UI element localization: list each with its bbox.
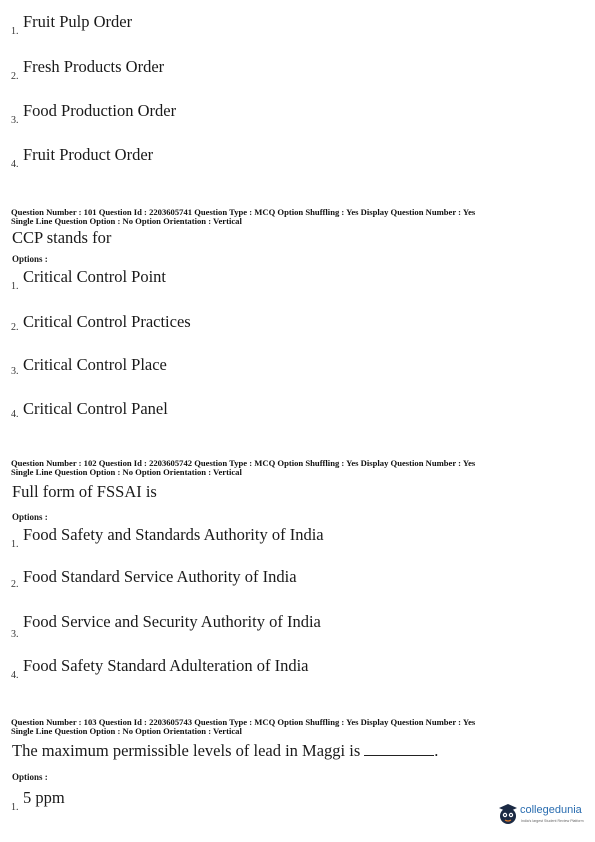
question-meta-line-1: Question Number : 103 Question Id : 2203605743 Question Type : MCQ Option Shuffling : Yes Display Question Number : Yes — [11, 717, 476, 727]
question-meta-line-2: Single Line Question Option : No Option Orientation : Vertical — [11, 726, 242, 736]
option-number: 1. — [11, 26, 19, 37]
answer-blank — [364, 741, 434, 756]
question-text-body: The maximum permissible levels of lead in Maggi is — [12, 741, 361, 760]
option-text: Critical Control Practices — [23, 312, 191, 331]
collegedunia-logo — [497, 801, 589, 833]
option-text: Food Production Order — [23, 101, 177, 120]
question-meta-line-1: Question Number : 101 Question Id : 2203605741 Question Type : MCQ Option Shuffling : Yes Display Question Number : Yes — [11, 207, 476, 217]
graduation-cap-icon — [497, 803, 519, 825]
option-text: Food Safety and Standards Authority of India — [23, 525, 324, 544]
question-text: CCP stands for — [12, 228, 112, 247]
option-number: 2. — [11, 71, 19, 82]
option-number: 1. — [11, 281, 19, 292]
question-text: Full form of FSSAI is — [12, 482, 157, 501]
q102-option-4[interactable] — [0, 656, 595, 686]
prev-option-2[interactable] — [0, 57, 595, 87]
question-meta — [11, 208, 586, 226]
q102-option-2[interactable] — [0, 567, 595, 597]
q101-option-3[interactable] — [0, 355, 595, 385]
option-number: 4. — [11, 159, 19, 170]
option-number: 3. — [11, 629, 19, 640]
question-meta-line-1: Question Number : 102 Question Id : 2203605742 Question Type : MCQ Option Shuffling : Yes Display Question Number : Yes — [11, 458, 476, 468]
q102-option-3[interactable] — [0, 612, 595, 642]
brand-tagline: India's largest Student Review Platform — [521, 819, 584, 823]
q102-option-1[interactable] — [0, 525, 595, 555]
option-number: 1. — [11, 802, 19, 813]
option-number: 2. — [11, 579, 19, 590]
question-meta-line-2: Single Line Question Option : No Option Orientation : Vertical — [11, 216, 242, 226]
q101-option-2[interactable] — [0, 312, 595, 342]
option-number: 4. — [11, 670, 19, 681]
options-label: Options : — [12, 254, 48, 264]
brand-name: collegedunia — [520, 804, 582, 816]
option-text: Food Safety Standard Adulteration of India — [23, 656, 309, 675]
q101-option-1[interactable] — [0, 267, 595, 297]
question-meta — [11, 718, 586, 736]
option-text: 5 ppm — [23, 788, 65, 807]
question-meta — [11, 459, 586, 477]
prev-option-3[interactable] — [0, 101, 595, 131]
option-text: Critical Control Point — [23, 267, 166, 286]
option-text: Food Standard Service Authority of India — [23, 567, 297, 586]
question-text-end: . — [434, 741, 439, 760]
prev-option-1[interactable] — [0, 12, 595, 42]
options-label: Options : — [12, 512, 48, 522]
option-number: 2. — [11, 322, 19, 333]
prev-option-4[interactable] — [0, 145, 595, 175]
option-text: Food Service and Security Authority of India — [23, 612, 321, 631]
option-text: Critical Control Panel — [23, 399, 168, 418]
option-number: 4. — [11, 409, 19, 420]
option-text: Fruit Pulp Order — [23, 12, 133, 31]
question-text — [12, 741, 438, 761]
option-text: Fresh Products Order — [23, 57, 165, 76]
option-text: Critical Control Place — [23, 355, 167, 374]
option-number: 3. — [11, 115, 19, 126]
options-label: Options : — [12, 772, 48, 782]
option-text: Fruit Product Order — [23, 145, 154, 164]
q101-option-4[interactable] — [0, 399, 595, 429]
option-number: 3. — [11, 366, 19, 377]
option-number: 1. — [11, 539, 19, 550]
question-meta-line-2: Single Line Question Option : No Option Orientation : Vertical — [11, 467, 242, 477]
